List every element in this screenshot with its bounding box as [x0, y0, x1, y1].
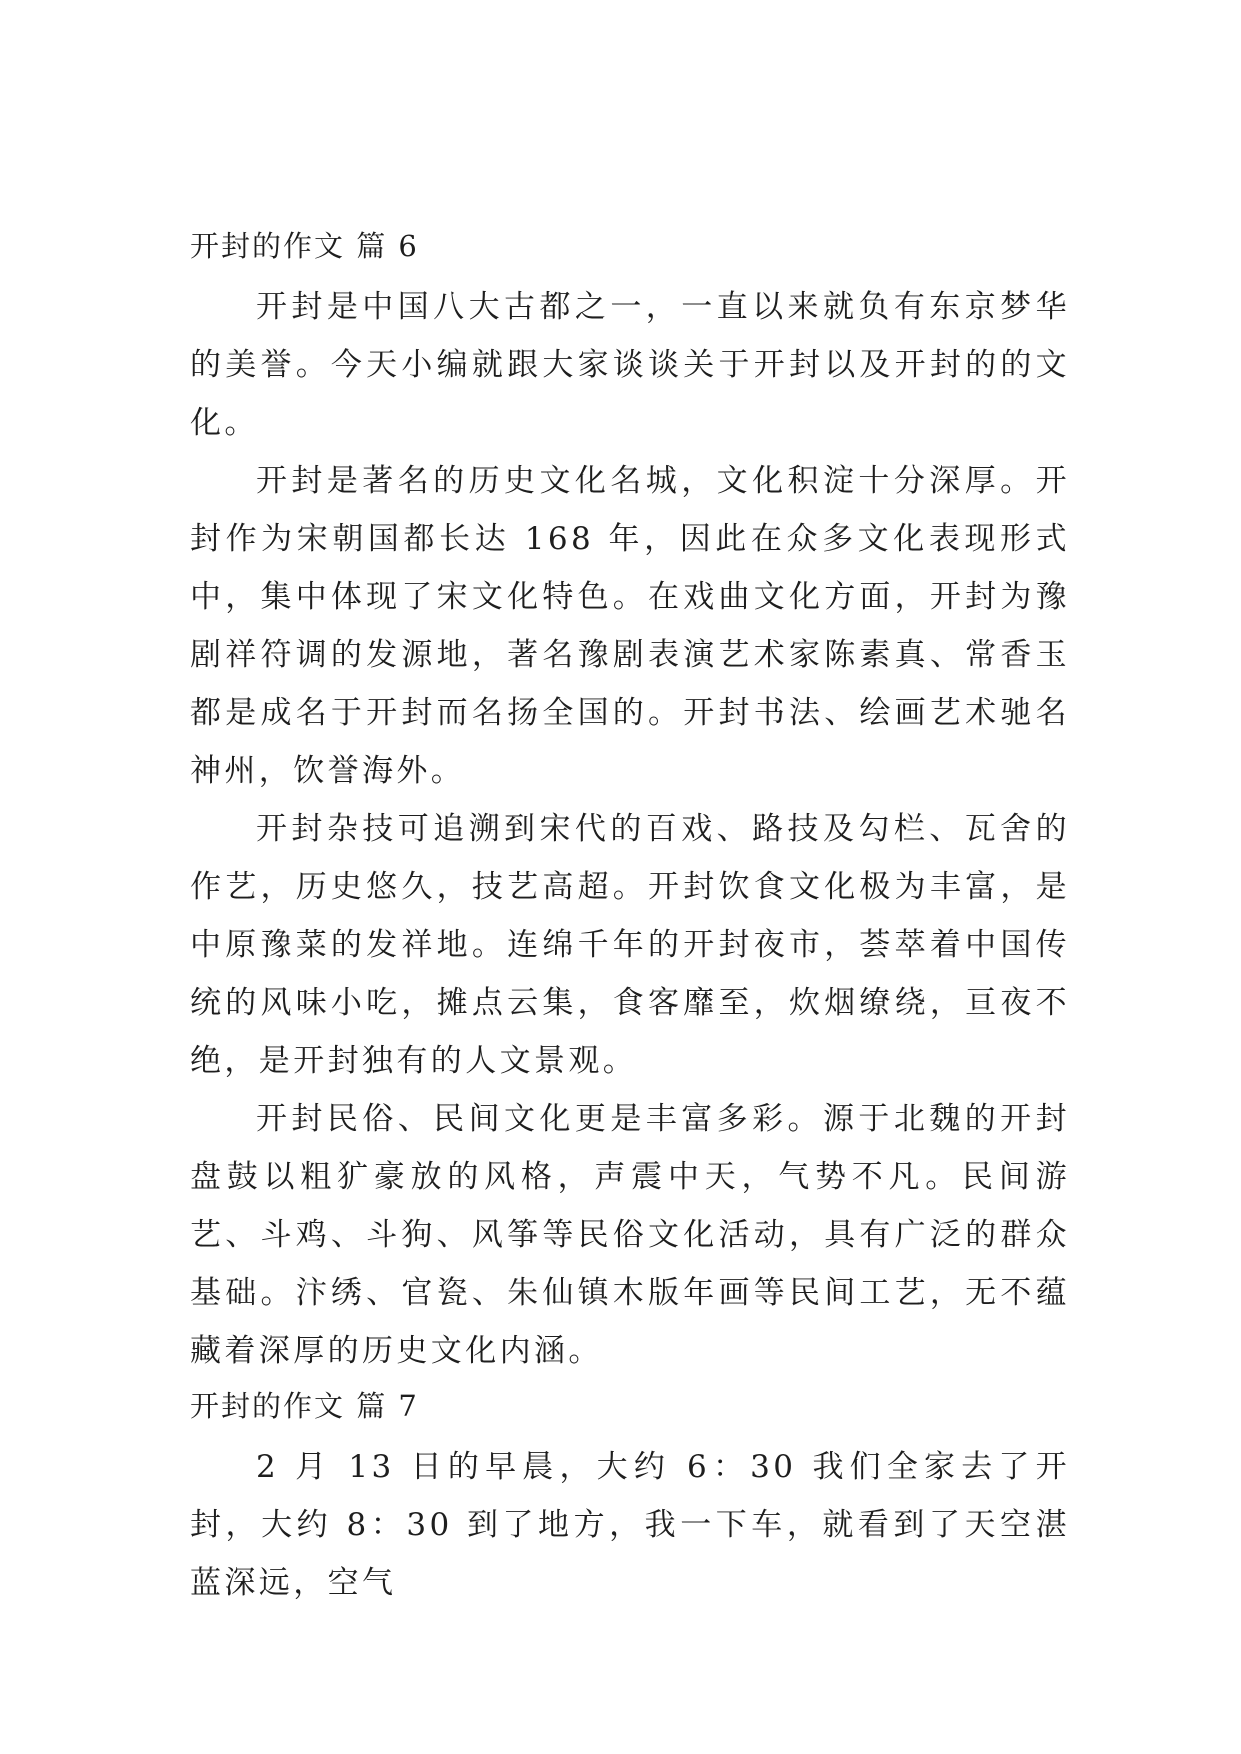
section-heading: 开封的作文 篇 6 [190, 229, 419, 263]
essay-section-6 [190, 226, 1070, 1380]
paragraph: 开封是著名的历史文化名城，文化积淀十分深厚。开封作为宋朝国都长达 168 年，因此在众多文化表现形式中，集中体现了宋文化特色。在戏曲文化方面，开封为豫剧祥符调的发源地，著名豫剧表演艺术家陈素真、常香玉都是成名于开封而名扬全国的。开封书法、绘画艺术驰名神州，饮誉海外。 [190, 463, 1070, 789]
paragraph: 开封民俗、民间文化更是丰富多彩。源于北魏的开封盘鼓以粗犷豪放的风格，声震中天，气势不凡。民间游艺、斗鸡、斗狗、风筝等民俗文化活动，具有广泛的群众基础。汴绣、官瓷、朱仙镇木版年画等民间工艺，无不蕴藏着深厚的历史文化内涵。 [190, 1101, 1070, 1369]
essay-section-7 [190, 1386, 1070, 1612]
paragraph: 2 月 13 日的早晨，大约 6：30 我们全家去了开封，大约 8：30 到了地方，我一下车，就看到了天空湛蓝深远，空气 [190, 1449, 1070, 1601]
section-heading: 开封的作文 篇 7 [190, 1389, 419, 1423]
paragraph: 开封是中国八大古都之一，一直以来就负有东京梦华的美誉。今天小编就跟大家谈谈关于开封以及开封的的文化。 [190, 289, 1070, 441]
paragraph: 开封杂技可追溯到宋代的百戏、路技及勾栏、瓦舍的作艺，历史悠久，技艺高超。开封饮食文化极为丰富，是中原豫菜的发祥地。连绵千年的开封夜市，荟萃着中国传统的风味小吃，摊点云集，食客靡至，炊烟缭绕，亘夜不绝，是开封独有的人文景观。 [190, 811, 1070, 1079]
